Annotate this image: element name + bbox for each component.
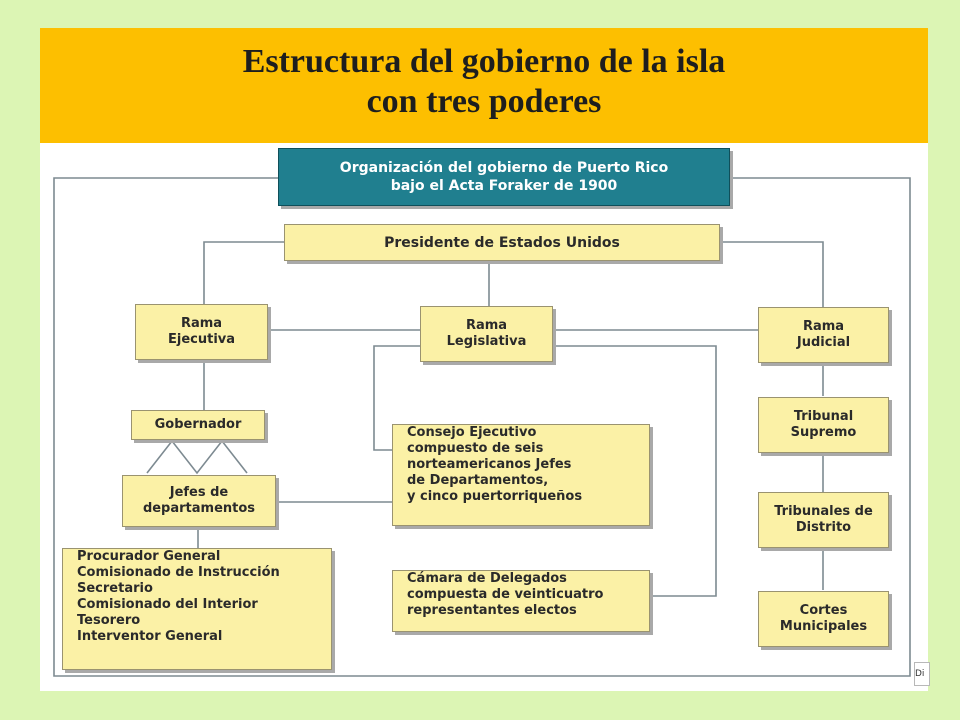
box-rama-judicial xyxy=(758,307,889,363)
box-camara-delegados xyxy=(392,570,650,632)
box-jefes-line-2: departamentos xyxy=(142,501,256,516)
box-gobernador xyxy=(131,410,265,440)
consejo-line: Consejo Ejecutivo xyxy=(407,425,537,440)
consejo-line: de Departamentos, xyxy=(407,473,549,488)
box-presidente-label: Presidente de Estados Unidos xyxy=(384,234,620,251)
box-rama-legislativa-line-2: Legislativa xyxy=(446,334,527,349)
box-rama-legislativa-line-1: Rama xyxy=(465,318,508,333)
connector-president-ejecutiva xyxy=(204,242,284,306)
slide-title-line-2: con tres poderes xyxy=(366,83,602,120)
box-cortes-municipales xyxy=(758,591,889,647)
box-rama-ejecutiva-line-2: Ejecutiva xyxy=(167,332,236,347)
box-tribunales-distrito xyxy=(758,492,889,548)
camara-line: compuesta de veinticuatro xyxy=(407,587,604,602)
side-tab[interactable] xyxy=(914,662,930,686)
box-lista-departamentos xyxy=(62,548,332,670)
diagram-header-line-1: Organización del gobierno de Puerto Rico xyxy=(339,160,669,176)
connector-president-judicial xyxy=(720,242,823,309)
connector-gobernador-jefes xyxy=(147,441,247,473)
tribunal-supremo-line-2: Supremo xyxy=(790,425,857,440)
box-rama-judicial-line-1: Rama xyxy=(802,319,845,334)
cortes-municipales-line-2: Municipales xyxy=(779,619,868,634)
side-tab-label: Di xyxy=(915,669,925,679)
diagram-header-line-2: bajo el Acta Foraker de 1900 xyxy=(390,178,618,194)
camara-line: representantes electos xyxy=(407,603,577,618)
consejo-line: compuesto de seis xyxy=(407,441,544,456)
camara-line: Cámara de Delegados xyxy=(407,571,567,586)
box-jefes-line-1: Jefes de xyxy=(169,485,229,500)
box-consejo-ejecutivo xyxy=(392,424,650,526)
slide-title-line-1: Estructura del gobierno de la isla xyxy=(242,43,726,80)
box-rama-ejecutiva-line-1: Rama xyxy=(180,316,223,331)
diagram-header xyxy=(278,148,730,206)
box-tribunal-supremo xyxy=(758,397,889,453)
box-jefes-departamentos xyxy=(122,475,276,527)
tribunales-distrito-line-1: Tribunales de xyxy=(774,504,873,519)
departamento-item: Procurador General xyxy=(77,549,221,564)
box-presidente xyxy=(284,224,720,261)
consejo-line: y cinco puertorriqueños xyxy=(407,489,583,504)
box-rama-legislativa xyxy=(420,306,553,362)
box-rama-ejecutiva xyxy=(135,304,268,360)
departamento-item: Comisionado de Instrucción xyxy=(77,565,280,580)
box-gobernador-label: Gobernador xyxy=(154,417,242,432)
departamento-item: Tesorero xyxy=(77,613,141,628)
tribunales-distrito-line-2: Distrito xyxy=(795,520,852,535)
tribunal-supremo-line-1: Tribunal xyxy=(793,409,854,424)
departamento-item: Comisionado del Interior xyxy=(77,597,258,612)
departamento-item: Secretario xyxy=(77,581,153,596)
cortes-municipales-line-1: Cortes xyxy=(799,603,848,618)
box-rama-judicial-line-2: Judicial xyxy=(796,335,851,350)
consejo-line: norteamericanos Jefes xyxy=(407,457,572,472)
departamento-item: Interventor General xyxy=(77,629,223,644)
